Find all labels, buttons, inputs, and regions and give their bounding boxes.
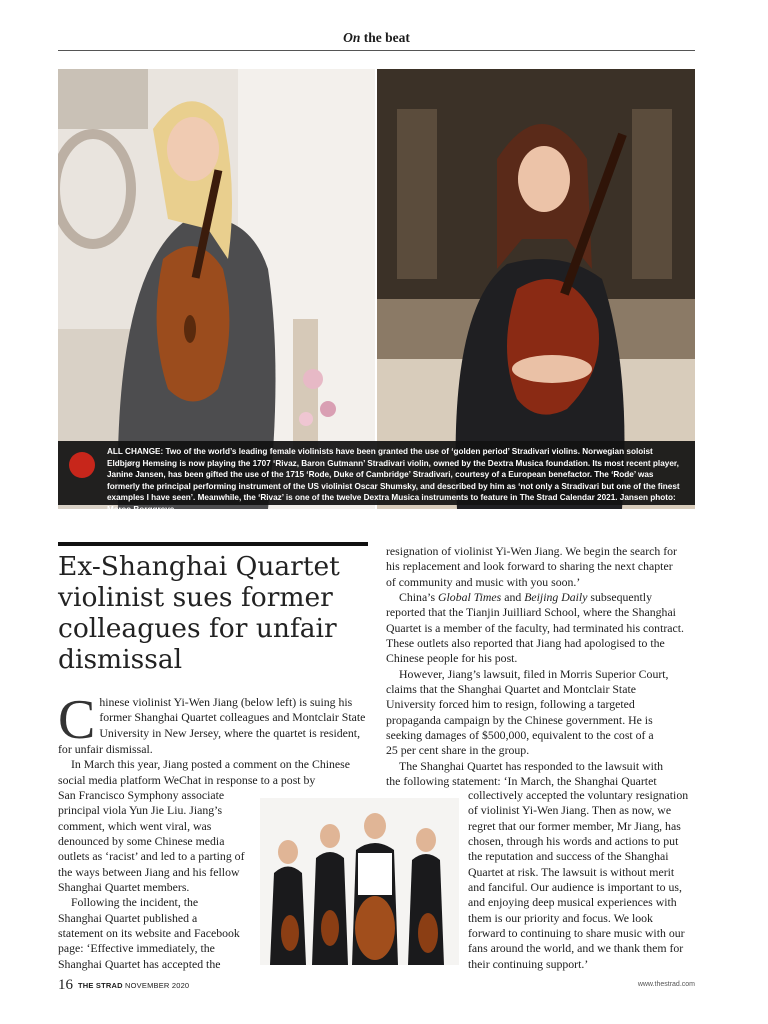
website-url[interactable]: www.thestrad.com [637, 981, 695, 988]
page-number: 16 [58, 977, 73, 993]
photo-caption [58, 441, 695, 514]
magazine-name: THE STRAD NOVEMBER 2020 [78, 981, 190, 990]
article-column-2 [386, 544, 696, 790]
caption-text: Two of the world’s leading female violinists have been granted the use of ‘golden period’ Stradivari violins. Norwegian soloist Eldbjørg Hemsing is now playing the 1707 ‘Rivaz, Baron Gutmann’ Stradivari violin, owned by the Dextra Musica foundation. Its most recent player, Janine Jansen, has been gifted the use of the 1715 ‘Rode, Duke of Cambridge’ Stradivari, courtesy of a European benefactor. The ‘Rode’ was formerly the principal performing instrument of the US violinist Oscar Shumsky, and described by him as ‘not only a Stradivari but one of the finest examples I have seen’. Meanwhile, the ‘Rivaz’ is one of the twelve Dextra Musica instruments to feature in The Strad Calendar 2021. Jansen photo: Marco Borggreve [107, 447, 680, 514]
caption-lead: ALL CHANGE: [107, 447, 164, 456]
caption-dot-icon [69, 452, 95, 478]
headline-rule [58, 542, 368, 546]
article-headline: Ex-Shanghai Quartet violinist sues former colleagues for unfair dismissal [58, 551, 340, 675]
article-paragraph-3: Following the incident, the Shanghai Quartet published a statement on its website and Facebook page: ‘Effective immediately, the Shanghai Quartet has accepted the [58, 895, 240, 971]
section-header-rest: the beat [363, 30, 410, 45]
article-paragraph-5: China’s Global Times and Beijing Daily subsequently reported that the Tianjin Juilliard School, where the Shanghai Quartet is a member of the faculty, had terminated his contract. These outlets also reported that Jiang had apologised to the Chinese people for his post. [386, 590, 684, 666]
article-paragraph-2: In March this year, Jiang posted a comment on the Chinese social media platform WeChat in response to a post by San Francisco Symphony associate principal viola Yun Jie Liu. Jiang’s comment, which went viral, was denounced by some Chinese media outlets as ‘racist’ and led to a parting of the ways between Jiang and his fellow Shanghai Quartet members. [58, 757, 350, 895]
section-header-italic: On [343, 30, 361, 45]
drop-cap: C [58, 689, 96, 751]
section-header [58, 30, 695, 46]
article-paragraph-4: resignation of violinist Yi-Wen Jiang. We begin the search for his replacement and look forward to sharing the next chapter of community and music with you soon.’ [386, 544, 677, 589]
article-paragraph-1: C hinese violinist Yi-Wen Jiang (below left) is suing his former Shanghai Quartet colleagues and Montclair State University in New Jersey, where the quartet is resident, for unfair dismissal. [58, 689, 366, 756]
article-column-2-wrap [468, 788, 698, 972]
article-paragraph-7-cont: collectively accepted the voluntary resignation of violinist Yi-Wen Jiang. Then as now, we regret that our former member, Mr Jiang, has chosen, through his words and actions to put the reputation and success of the Shanghai Quartet at risk. The lawsuit is without merit and fanciful. Our audience is important to us, and enjoying deep musical experiences with them is our priority and focus. We look forward to continuing to share music with our fans around the world, and we thank them for their continuing support.’ [468, 788, 689, 971]
article-paragraph-7: The Shanghai Quartet has responded to the lawsuit with the following statement: ‘In March, the Shanghai Quartet [386, 758, 664, 789]
photo-shanghai-quartet [260, 798, 459, 965]
article-paragraph-6: However, Jiang’s lawsuit, filed in Morris Superior Court, claims that the Shanghai Quartet and Montclair State University forced him to resign, following a targeted propaganda campaign by the Chinese government. He is seeking damages of $500,000, equivalent to the cost of a 25 per cent share in the group. [386, 666, 669, 758]
header-divider [58, 50, 695, 51]
